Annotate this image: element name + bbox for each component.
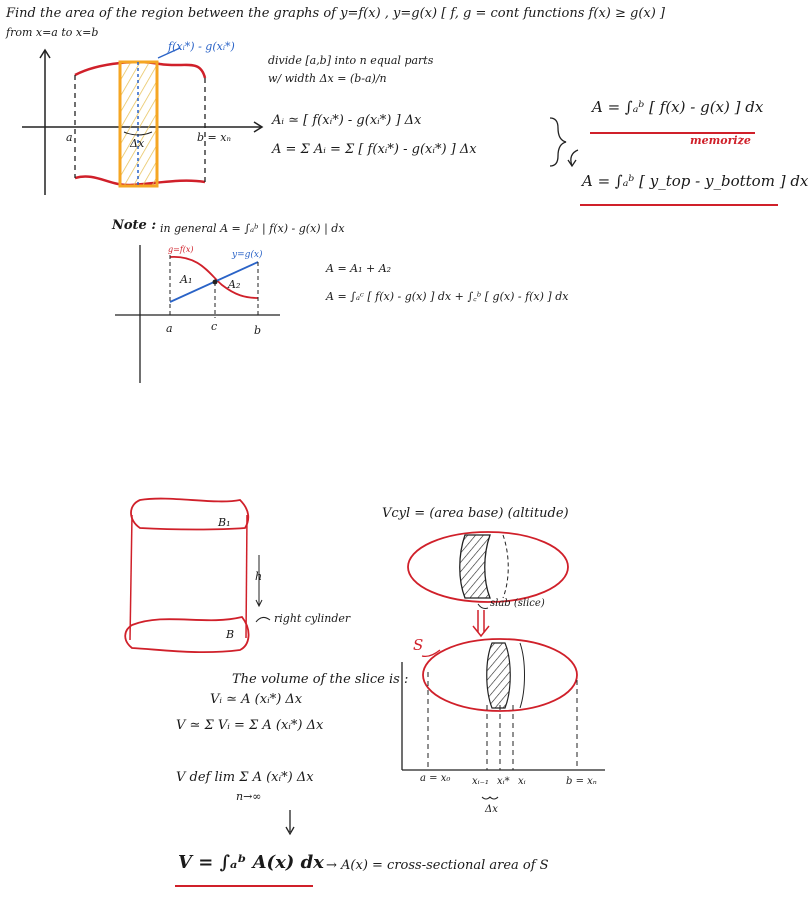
cyl-b: B [226,628,235,641]
note-tick-a: a [166,322,173,335]
fig1-b-label: b = xₙ [197,131,231,144]
slab-height-label: f(xᵢ*) - g(xᵢ*) [168,40,235,53]
formula-fx-gx: A = ∫ₐᵇ [ f(x) - g(x) ] dx [592,98,764,116]
a-sum: A = Σ Aᵢ = Σ [ f(xᵢ*) - g(xᵢ*) ] Δx [272,142,477,157]
note-general: in general A = ∫ₐᵇ | f(x) - g(x) | dx [160,222,345,235]
volume-final: V = ∫ₐᵇ A(x) dx [178,852,324,873]
formula-top-bottom: A = ∫ₐᵇ [ y_top - y_bottom ] dx [582,172,808,190]
cyl-label: right cylinder [274,612,351,625]
divide-text: divide [a,b] into n equal parts [268,54,434,67]
note-figure [115,245,280,383]
note-split: A = ∫ₐᶜ [ f(x) - g(x) ] dx + ∫꜀ᵇ [ g(x) - f(x) ] dx [326,290,569,303]
note-tick-b: b [254,324,262,337]
ellipse-slab [408,532,568,636]
note-label: Note : [112,218,157,233]
width-text: w/ width Δx = (b-a)/n [268,72,387,85]
note-a2: A₂ [228,278,241,291]
note-sum: A = A₁ + A₂ [326,262,392,275]
axis-tick-a: a = x₀ [420,773,451,784]
cyl-h: h [255,570,263,583]
volume-intro: The volume of the slice is : [232,672,409,687]
header-line-2: from x=a to x=b [6,26,99,39]
note-tick-c: c [211,320,218,333]
ai-approx: Aᵢ ≃ [ f(xᵢ*) - g(xᵢ*) ] Δx [272,113,422,128]
axis-tick-xi-1: xᵢ₋₁ [472,776,489,787]
axis-tick-xi-star: xᵢ* [497,776,510,787]
axis-dx: Δx [485,804,498,815]
volume-arrow-note: → A(x) = cross-sectional area of S [326,858,549,873]
memorize-note: memorize [690,134,751,147]
volume-def: V def lim Σ A (xᵢ*) Δx [176,770,314,785]
axis-tick-b: b = xₙ [566,776,597,787]
vcyl-formula: Vcyl = (area base) (altitude) [382,506,569,521]
volume-vi: Vᵢ ≃ A (xᵢ*) Δx [210,692,303,707]
note-g-label: g=f(x) [168,245,194,254]
fig1-a-label: a [66,131,73,144]
volume-approx: V ≃ Σ Vᵢ = Σ A (xᵢ*) Δx [176,718,324,733]
header-line-1: Find the area of the region between the graphs of y=f(x) , y=g(x) [ f, g = cont functions f(x) ≥ g(x) ] [6,6,666,21]
cyl-b1: B₁ [218,516,231,529]
slab-label: slab (slice) [490,598,545,609]
solid-s-label: S [413,636,424,654]
axis-tick-xi: xᵢ [518,776,526,787]
area-figure [22,48,262,195]
fig1-dx-label: Δx [130,137,145,150]
note-a1: A₁ [180,273,193,286]
cylinder-figure [125,499,270,653]
volume-lim-sub: n→∞ [236,790,262,803]
brace [550,118,566,166]
note-f-label: y=g(x) [232,250,263,260]
